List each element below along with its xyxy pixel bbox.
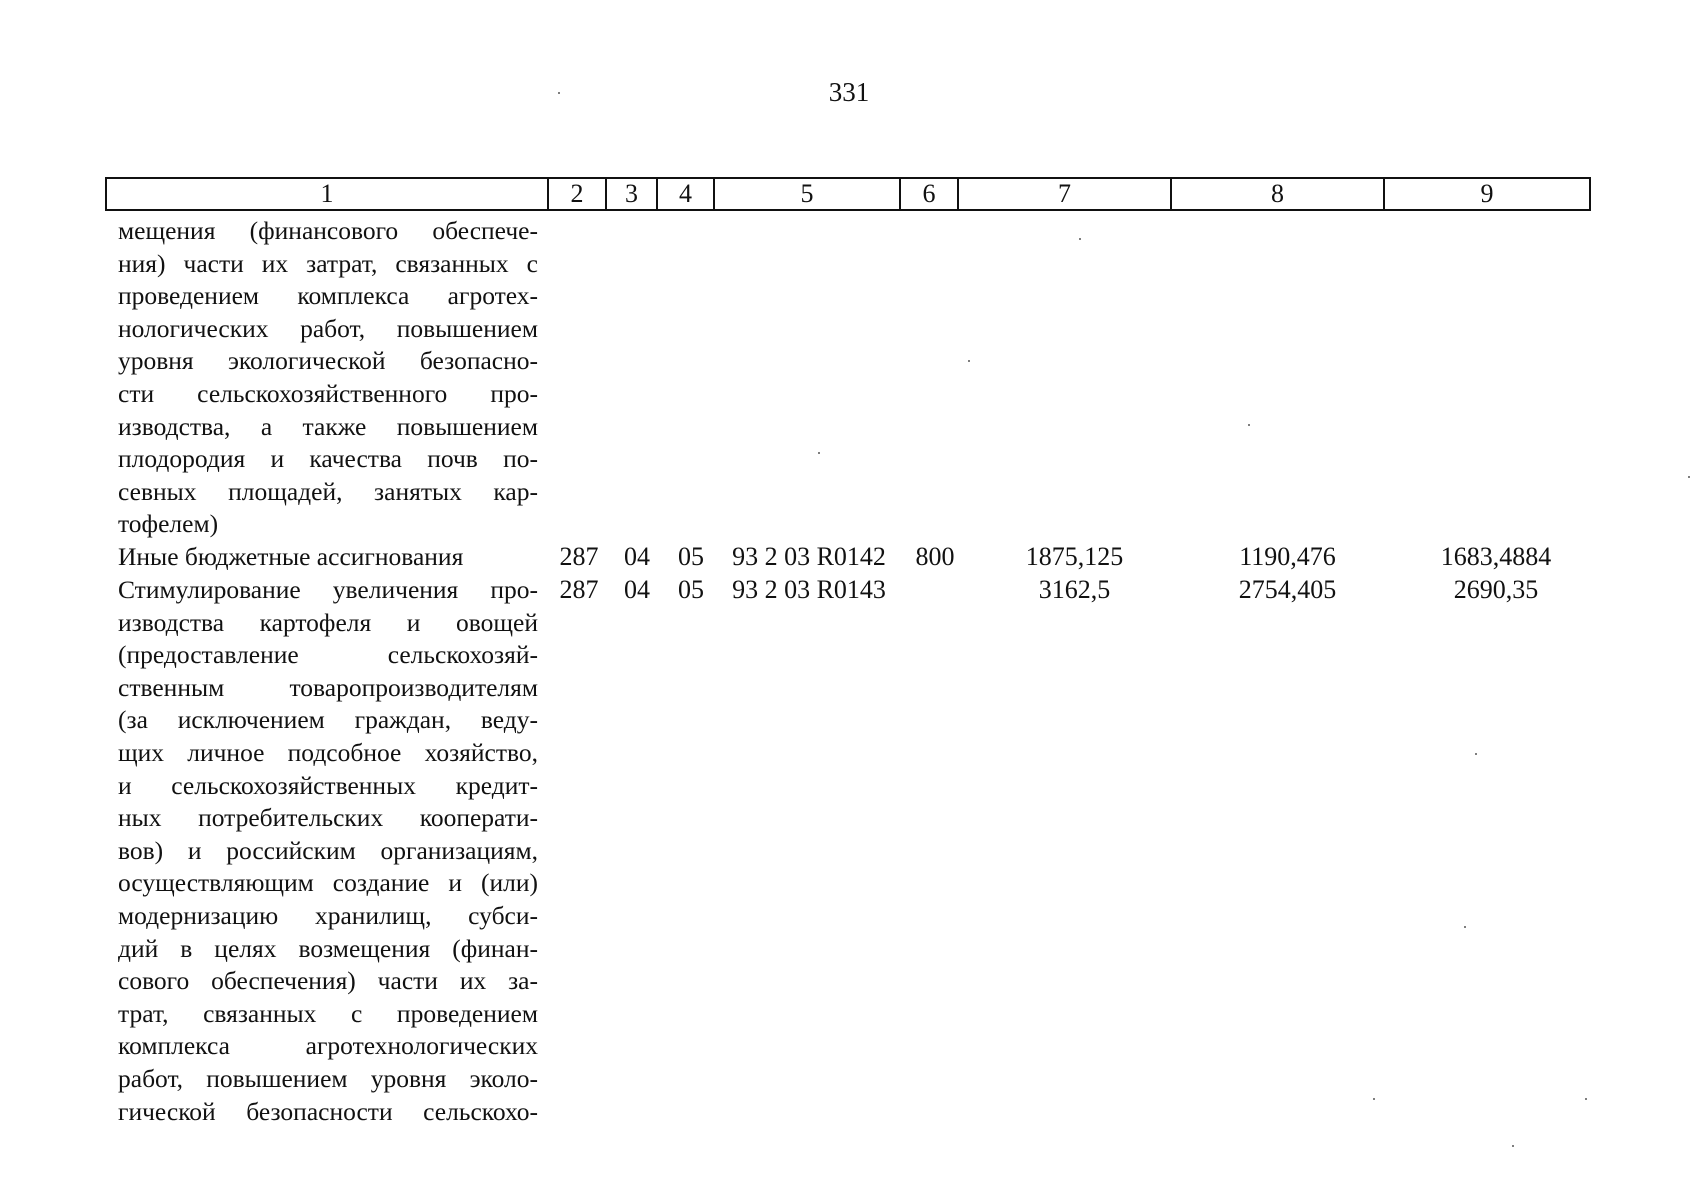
row-2-col-7: 3162,5 — [1038, 575, 1111, 604]
description-line: (предоставление сельскохозяй- — [118, 640, 538, 670]
description-line: сового обеспечения) части их за- — [118, 966, 538, 996]
description-line: сти сельскохозяйственного про- — [118, 378, 538, 408]
description-line: щих личное подсобное хозяйство, — [118, 737, 538, 767]
row-2-col-2: 287 — [559, 575, 599, 604]
description-line: Иные бюджетные ассигнования — [118, 542, 464, 571]
row-1-col-5: 93 2 03 R0142 — [732, 542, 886, 571]
row-2-col-8: 2754,405 — [1238, 575, 1337, 604]
description-line: трат, связанных с проведением — [118, 998, 538, 1028]
description-line: комплекса агротехнологических — [118, 1031, 538, 1061]
header-col-9: 9 — [1480, 179, 1494, 208]
scan-speck — [1512, 1145, 1514, 1147]
row-1-col-6: 800 — [915, 542, 955, 571]
description-line: дий в целях возмещения (финан- — [118, 933, 538, 963]
row-1-col-2: 287 — [559, 542, 599, 571]
description-line: работ, повышением уровня эколо- — [118, 1063, 538, 1093]
header-col-3: 3 — [607, 179, 658, 209]
scan-speck — [1373, 1098, 1375, 1100]
scan-speck — [818, 452, 820, 454]
table-header-row — [105, 177, 1591, 211]
scan-speck — [558, 92, 560, 94]
description-line: тофелем) — [118, 509, 219, 539]
row-2-col-5: 93 2 03 R0143 — [732, 575, 886, 604]
description-line: Стимулирование увеличения про- — [118, 575, 538, 604]
scan-speck — [1464, 926, 1466, 928]
row-1-col-7: 1875,125 — [1025, 542, 1124, 571]
description-line: гической безопасности сельскохо- — [118, 1096, 538, 1126]
description-line: мещения (финансового обеспече- — [118, 216, 538, 245]
header-col-8: 8 — [1172, 179, 1385, 209]
description-line: и сельскохозяйственных кредит- — [118, 770, 538, 800]
description-line: изводства картофеля и овощей — [118, 607, 538, 637]
description-line: ных потребительских кооперати- — [118, 803, 538, 833]
header-col-4: 4 — [658, 179, 715, 209]
row-2-description — [118, 574, 538, 1128]
scan-speck — [1688, 476, 1690, 478]
description-line: нологических работ, повышением — [118, 313, 538, 343]
header-col-2: 2 — [549, 179, 607, 209]
row-1-description — [118, 541, 538, 574]
scan-speck — [1248, 424, 1250, 426]
header-col-6: 6 — [901, 179, 959, 209]
description-line: модернизацию хранилищ, субси- — [118, 900, 538, 930]
description-line: изводства, а также повышением — [118, 411, 538, 441]
description-line: проведением комплекса агротех- — [118, 281, 538, 311]
row-2-col-3: 04 — [624, 575, 650, 604]
description-line: осуществляющим создание и (или) — [118, 868, 538, 898]
row-2-col-4: 05 — [678, 575, 704, 604]
row-1-col-9: 1683,4884 — [1440, 542, 1552, 571]
description-line: (за исключением граждан, веду- — [118, 705, 538, 735]
continuation-description — [118, 215, 538, 541]
description-line: севных площадей, занятых кар- — [118, 476, 538, 506]
header-col-7: 7 — [959, 179, 1172, 209]
row-1-col-8: 1190,476 — [1239, 542, 1336, 571]
description-line: ственным товаропроизводителям — [118, 672, 538, 702]
scan-speck — [1079, 238, 1081, 240]
page-number: 331 — [828, 77, 870, 107]
scan-speck — [968, 360, 970, 362]
row-1-col-3: 04 — [624, 542, 650, 571]
scan-speck — [1475, 753, 1477, 755]
description-line: ния) части их затрат, связанных с — [118, 248, 538, 278]
description-line: уровня экологической безопасно- — [118, 346, 538, 376]
row-2-col-9: 2690,35 — [1453, 575, 1539, 604]
description-line: плодородия и качества почв по- — [118, 444, 538, 474]
scan-speck — [1585, 1098, 1587, 1100]
header-col-5: 5 — [715, 179, 901, 209]
description-line: вов) и российским организациям, — [118, 835, 538, 865]
row-1-col-4: 05 — [678, 542, 704, 571]
header-col-1: 1 — [107, 179, 549, 209]
